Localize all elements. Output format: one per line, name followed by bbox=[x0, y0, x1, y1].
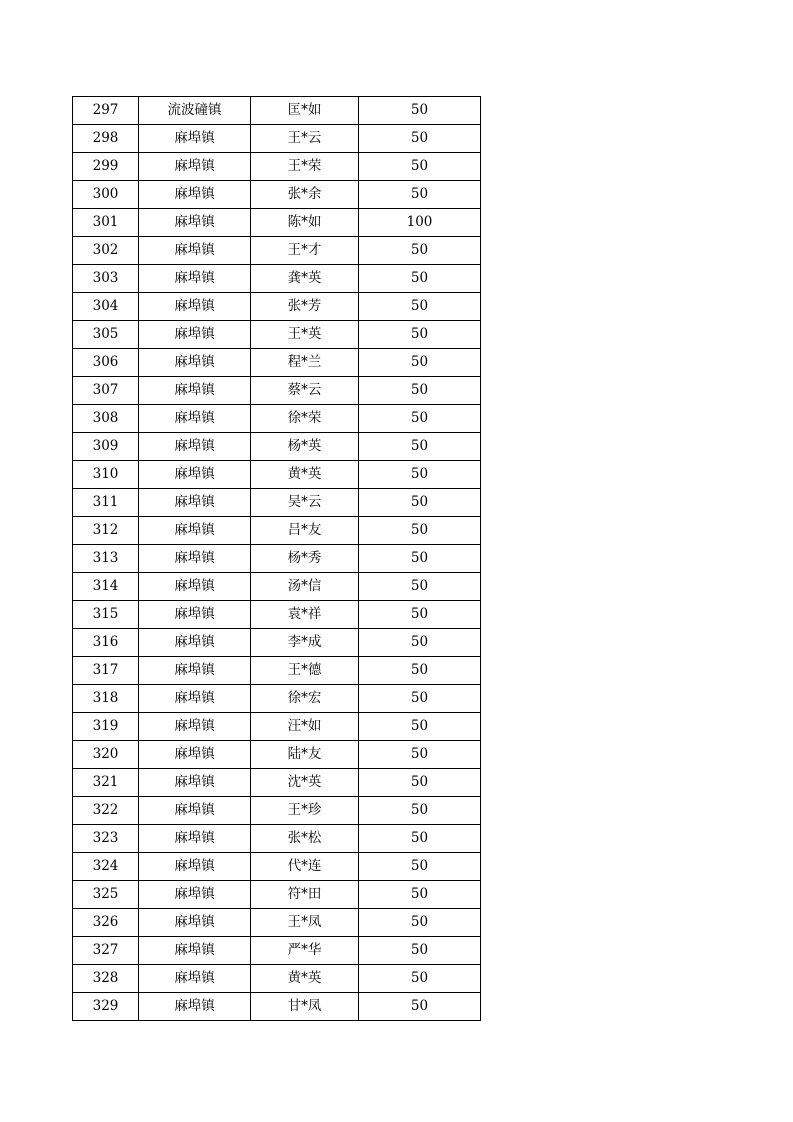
cell-amount: 50 bbox=[359, 881, 481, 909]
table-row bbox=[73, 153, 481, 181]
cell-name: 杨*英 bbox=[251, 433, 359, 461]
cell-name: 杨*秀 bbox=[251, 545, 359, 573]
cell-town: 麻埠镇 bbox=[139, 321, 251, 349]
cell-town: 麻埠镇 bbox=[139, 685, 251, 713]
cell-number: 312 bbox=[73, 517, 139, 545]
cell-town: 麻埠镇 bbox=[139, 125, 251, 153]
table-row bbox=[73, 97, 481, 125]
cell-number: 311 bbox=[73, 489, 139, 517]
cell-amount: 50 bbox=[359, 909, 481, 937]
table-row bbox=[73, 181, 481, 209]
cell-amount: 50 bbox=[359, 405, 481, 433]
cell-name: 甘*凤 bbox=[251, 993, 359, 1021]
cell-town: 流波䃥镇 bbox=[139, 97, 251, 125]
cell-number: 322 bbox=[73, 797, 139, 825]
cell-amount: 50 bbox=[359, 601, 481, 629]
cell-name: 吕*友 bbox=[251, 517, 359, 545]
cell-name: 王*凤 bbox=[251, 909, 359, 937]
table-row bbox=[73, 237, 481, 265]
table-row bbox=[73, 405, 481, 433]
cell-amount: 100 bbox=[359, 209, 481, 237]
cell-number: 300 bbox=[73, 181, 139, 209]
cell-name: 吴*云 bbox=[251, 489, 359, 517]
cell-town: 麻埠镇 bbox=[139, 713, 251, 741]
cell-number: 319 bbox=[73, 713, 139, 741]
cell-amount: 50 bbox=[359, 657, 481, 685]
cell-number: 327 bbox=[73, 937, 139, 965]
cell-amount: 50 bbox=[359, 461, 481, 489]
table-row bbox=[73, 517, 481, 545]
table-row bbox=[73, 657, 481, 685]
cell-name: 张*松 bbox=[251, 825, 359, 853]
cell-number: 307 bbox=[73, 377, 139, 405]
cell-town: 麻埠镇 bbox=[139, 265, 251, 293]
cell-town: 麻埠镇 bbox=[139, 545, 251, 573]
cell-name: 陆*友 bbox=[251, 741, 359, 769]
cell-name: 李*成 bbox=[251, 629, 359, 657]
cell-name: 张*芳 bbox=[251, 293, 359, 321]
cell-name: 汪*如 bbox=[251, 713, 359, 741]
cell-amount: 50 bbox=[359, 433, 481, 461]
cell-number: 320 bbox=[73, 741, 139, 769]
cell-amount: 50 bbox=[359, 349, 481, 377]
cell-number: 297 bbox=[73, 97, 139, 125]
cell-number: 313 bbox=[73, 545, 139, 573]
cell-amount: 50 bbox=[359, 853, 481, 881]
cell-name: 严*华 bbox=[251, 937, 359, 965]
cell-town: 麻埠镇 bbox=[139, 965, 251, 993]
cell-amount: 50 bbox=[359, 741, 481, 769]
cell-town: 麻埠镇 bbox=[139, 797, 251, 825]
table-row bbox=[73, 545, 481, 573]
cell-name: 王*云 bbox=[251, 125, 359, 153]
cell-amount: 50 bbox=[359, 713, 481, 741]
cell-town: 麻埠镇 bbox=[139, 629, 251, 657]
cell-amount: 50 bbox=[359, 293, 481, 321]
cell-name: 徐*荣 bbox=[251, 405, 359, 433]
cell-town: 麻埠镇 bbox=[139, 741, 251, 769]
cell-number: 305 bbox=[73, 321, 139, 349]
table-row bbox=[73, 965, 481, 993]
table-row bbox=[73, 937, 481, 965]
cell-amount: 50 bbox=[359, 321, 481, 349]
cell-number: 303 bbox=[73, 265, 139, 293]
table-row bbox=[73, 713, 481, 741]
cell-amount: 50 bbox=[359, 97, 481, 125]
cell-town: 麻埠镇 bbox=[139, 377, 251, 405]
cell-name: 王*荣 bbox=[251, 153, 359, 181]
cell-town: 麻埠镇 bbox=[139, 181, 251, 209]
cell-number: 302 bbox=[73, 237, 139, 265]
cell-amount: 50 bbox=[359, 237, 481, 265]
cell-town: 麻埠镇 bbox=[139, 601, 251, 629]
cell-town: 麻埠镇 bbox=[139, 405, 251, 433]
cell-name: 袁*祥 bbox=[251, 601, 359, 629]
cell-name: 汤*信 bbox=[251, 573, 359, 601]
cell-number: 298 bbox=[73, 125, 139, 153]
cell-town: 麻埠镇 bbox=[139, 461, 251, 489]
cell-town: 麻埠镇 bbox=[139, 237, 251, 265]
table-row bbox=[73, 685, 481, 713]
table-row bbox=[73, 909, 481, 937]
table-row bbox=[73, 293, 481, 321]
table-row bbox=[73, 125, 481, 153]
cell-name: 沈*英 bbox=[251, 769, 359, 797]
cell-number: 328 bbox=[73, 965, 139, 993]
cell-town: 麻埠镇 bbox=[139, 657, 251, 685]
table-row bbox=[73, 769, 481, 797]
cell-amount: 50 bbox=[359, 377, 481, 405]
cell-town: 麻埠镇 bbox=[139, 937, 251, 965]
table-row bbox=[73, 377, 481, 405]
table-row bbox=[73, 853, 481, 881]
cell-amount: 50 bbox=[359, 965, 481, 993]
cell-town: 麻埠镇 bbox=[139, 909, 251, 937]
cell-number: 317 bbox=[73, 657, 139, 685]
cell-name: 徐*宏 bbox=[251, 685, 359, 713]
cell-amount: 50 bbox=[359, 825, 481, 853]
table-row bbox=[73, 265, 481, 293]
cell-name: 王*才 bbox=[251, 237, 359, 265]
cell-town: 麻埠镇 bbox=[139, 573, 251, 601]
cell-amount: 50 bbox=[359, 629, 481, 657]
cell-amount: 50 bbox=[359, 573, 481, 601]
cell-number: 304 bbox=[73, 293, 139, 321]
cell-number: 309 bbox=[73, 433, 139, 461]
cell-number: 329 bbox=[73, 993, 139, 1021]
table-row bbox=[73, 601, 481, 629]
cell-amount: 50 bbox=[359, 685, 481, 713]
cell-name: 匡*如 bbox=[251, 97, 359, 125]
table-row bbox=[73, 461, 481, 489]
cell-name: 王*珍 bbox=[251, 797, 359, 825]
cell-town: 麻埠镇 bbox=[139, 153, 251, 181]
cell-number: 316 bbox=[73, 629, 139, 657]
cell-number: 310 bbox=[73, 461, 139, 489]
cell-number: 323 bbox=[73, 825, 139, 853]
cell-amount: 50 bbox=[359, 489, 481, 517]
data-table bbox=[72, 96, 481, 1021]
table-row bbox=[73, 993, 481, 1021]
cell-number: 318 bbox=[73, 685, 139, 713]
cell-amount: 50 bbox=[359, 993, 481, 1021]
cell-amount: 50 bbox=[359, 517, 481, 545]
cell-amount: 50 bbox=[359, 265, 481, 293]
cell-number: 306 bbox=[73, 349, 139, 377]
table-row bbox=[73, 797, 481, 825]
cell-number: 321 bbox=[73, 769, 139, 797]
cell-number: 308 bbox=[73, 405, 139, 433]
table-row bbox=[73, 349, 481, 377]
cell-town: 麻埠镇 bbox=[139, 769, 251, 797]
cell-name: 王*英 bbox=[251, 321, 359, 349]
table-row bbox=[73, 573, 481, 601]
cell-town: 麻埠镇 bbox=[139, 349, 251, 377]
table-row bbox=[73, 489, 481, 517]
cell-amount: 50 bbox=[359, 769, 481, 797]
cell-town: 麻埠镇 bbox=[139, 209, 251, 237]
cell-name: 张*余 bbox=[251, 181, 359, 209]
cell-town: 麻埠镇 bbox=[139, 293, 251, 321]
table-row bbox=[73, 825, 481, 853]
table-row bbox=[73, 209, 481, 237]
cell-town: 麻埠镇 bbox=[139, 881, 251, 909]
cell-number: 324 bbox=[73, 853, 139, 881]
cell-town: 麻埠镇 bbox=[139, 825, 251, 853]
cell-number: 299 bbox=[73, 153, 139, 181]
cell-name: 蔡*云 bbox=[251, 377, 359, 405]
cell-name: 符*田 bbox=[251, 881, 359, 909]
cell-town: 麻埠镇 bbox=[139, 853, 251, 881]
cell-name: 程*兰 bbox=[251, 349, 359, 377]
cell-town: 麻埠镇 bbox=[139, 489, 251, 517]
cell-name: 陈*如 bbox=[251, 209, 359, 237]
table-row bbox=[73, 629, 481, 657]
cell-number: 325 bbox=[73, 881, 139, 909]
table-row bbox=[73, 741, 481, 769]
cell-name: 黄*英 bbox=[251, 461, 359, 489]
cell-name: 黄*英 bbox=[251, 965, 359, 993]
cell-amount: 50 bbox=[359, 125, 481, 153]
cell-amount: 50 bbox=[359, 153, 481, 181]
cell-name: 代*连 bbox=[251, 853, 359, 881]
table-body bbox=[73, 97, 481, 1021]
cell-number: 315 bbox=[73, 601, 139, 629]
cell-number: 326 bbox=[73, 909, 139, 937]
table-row bbox=[73, 321, 481, 349]
cell-amount: 50 bbox=[359, 545, 481, 573]
cell-amount: 50 bbox=[359, 937, 481, 965]
cell-amount: 50 bbox=[359, 797, 481, 825]
cell-name: 王*德 bbox=[251, 657, 359, 685]
cell-number: 301 bbox=[73, 209, 139, 237]
cell-number: 314 bbox=[73, 573, 139, 601]
cell-name: 龚*英 bbox=[251, 265, 359, 293]
table-row bbox=[73, 433, 481, 461]
cell-town: 麻埠镇 bbox=[139, 517, 251, 545]
cell-town: 麻埠镇 bbox=[139, 993, 251, 1021]
table-row bbox=[73, 881, 481, 909]
cell-town: 麻埠镇 bbox=[139, 433, 251, 461]
cell-amount: 50 bbox=[359, 181, 481, 209]
